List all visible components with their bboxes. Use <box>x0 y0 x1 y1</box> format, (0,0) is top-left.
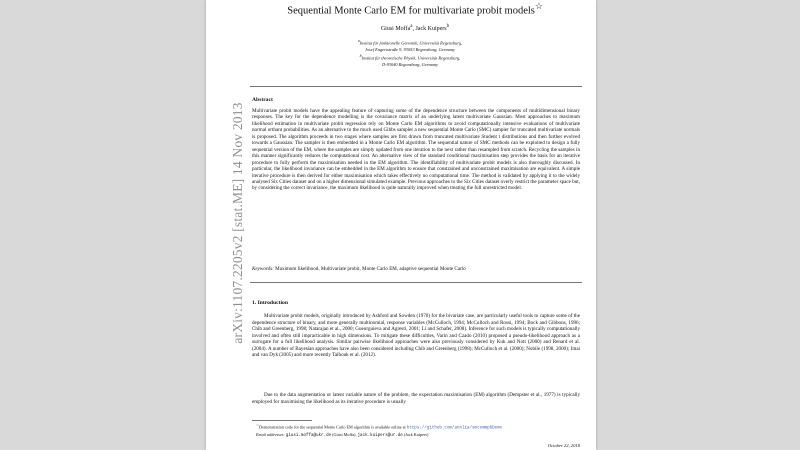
paper-title-text: Sequential Monte Carlo EM for multivariate probit models <box>287 5 535 17</box>
footnote-email-1[interactable]: giusi.moffa@ukr.de <box>285 433 332 438</box>
affiliation-a-line1: Institut für funktionelle Genomik, Universität Regensburg, <box>359 40 463 46</box>
footnote-email-2[interactable]: jack.kuipers@ur.de <box>357 433 403 438</box>
abstract-heading: Abstract <box>252 97 273 103</box>
author-1: Giusi Moffa <box>380 26 411 32</box>
keywords <box>252 266 580 272</box>
arxiv-identifier-stamp <box>228 88 248 358</box>
footnote-rule <box>252 420 312 421</box>
paper-authors <box>250 24 580 32</box>
title-footnote-mark: ☆ <box>534 1 543 11</box>
affiliation-b-line1: Institut für theoretische Physik, Universität Regensburg, <box>361 55 461 61</box>
section-heading-introduction: 1. Introduction <box>252 300 288 306</box>
affiliation-b-mark: b <box>359 53 362 58</box>
footnote-email-1-name: (Giusi Moffa), <box>332 431 357 437</box>
affiliations <box>300 38 520 68</box>
keywords-label: Keywords: <box>252 266 274 272</box>
author-separator: , <box>412 26 416 32</box>
preprint-date: October 22, 2018 <box>547 443 580 448</box>
footnote-url-link[interactable]: https://github.com/annlia/smcemmpbDemo <box>406 426 503 431</box>
footnote-mark: ☆ <box>256 423 260 427</box>
abstract-text: Multivariate probit models have the appealing feature of capturing some of the dependence structure between the components of multidimensional binary responses. The key for the dependence modelling is the covariance matrix of an underlying latent multivariate Gaussian. Most approaches to maximum likelihood estimation in multivariate probit regression rely on Monte Carlo EM algorithms to avoid computationally intensive evaluations of multivariate normal orthant probabilities. As an alternative to the much used Gibbs sampler a new sequential Monte Carlo (SMC) sampler for truncated multivariate normals is proposed. The algorithm proceeds in two stages where samples are first drawn from truncated multivariate Student t distributions and then further evolved towards a Gaussian. The sampler is then embedded in a Monte Carlo EM algorithm. The sequential nature of SMC methods can be exploited to design a fully sequential version of the EM, where the samples are simply updated from one iteration to the next rather than resampled from scratch. Recycling the samples in this manner significantly reduces the computational cost. An alternative view of the standard conditional maximisation step provides the basis for an iterative procedure to fully perform the maximisation needed in the EM algorithm. The identifiability of multivariate probit models is also thoroughly discussed. In particular, the likelihood invariance can be embedded in the EM algorithm to ensure that constrained and unconstrained maximisation are equivalent. A simple iterative procedure is then derived for either maximisation which takes effectively no computational time. The method is validated by applying it to the widely analysed Six Cities dataset and on a higher dimensional simulated example. Previous approaches to the Six Cities dataset overly restrict the parameter space but, by considering the correct invariance, the maximum likelihood is quite naturally improved when treating the full unrestricted model. <box>252 108 580 192</box>
footnote-email-label: Email addresses: <box>256 431 285 437</box>
keywords-list: Maximum likelihood, Multivariate probit, Monte Carlo EM, adaptive sequential Monte Carlo <box>275 266 466 272</box>
affiliation-a-line2: Josef Engertstraße 9, 93053 Regensburg, Germany <box>365 46 455 52</box>
affiliation-a <box>300 38 520 47</box>
footnote-text: Demonstration code for the sequential Monte Carlo EM algorithm is available online at <box>259 424 406 430</box>
affiliation-b <box>300 53 520 62</box>
footnote-email-2-name: (Jack Kuipers) <box>403 431 429 437</box>
footnote-email-line <box>256 432 580 439</box>
footnote <box>256 423 580 439</box>
abstract-top-rule <box>250 86 582 87</box>
abstract-bottom-rule <box>250 282 582 283</box>
affiliation-a-mark: a <box>357 39 360 43</box>
intro-paragraph-1: Multivariate probit models, originally introduced by Ashford and Sowden (1970) for the bivariate case, are particularly useful tools to capture some of the dependence structure of binary, and more generally multinomial, response variables (McCulloch, 1994; McCulloch and Rossi, 1994; Bock and Gibbons, 1996; Chib and Greenberg, 1998; Natarajan et al., 2000; Gueorguieva and Agresti, 2001; Li and Schafer, 2008). Inference for such models is typically computationally involved and often still impracticable in high dimensions. To mitigate these difficulties, Varin and Czado (2010) proposed a pseudo-likelihood approach as a surrogate for a full likelihood analysis. Similar pairwise likelihood approaches were also previously considered by Kuk and Nott (2000) and Renard et al. (2004). A number of Bayesian approaches have also been considered including Chib and Greenberg (1998); McCulloch et al. (2000); Nobile (1998, 2000); Imai and van Dyk (2005) and more recently Talhouk et al. (2012). <box>252 313 580 358</box>
author-2-mark: b <box>446 24 450 29</box>
footnote-code-line <box>256 423 580 432</box>
affiliation-b-line2: D-93040 Regensburg, Germany <box>381 61 439 67</box>
arxiv-identifier-text: arXiv:1107.2205v2 [stat.ME] 14 Nov 2013 <box>230 102 245 344</box>
paper-title <box>250 0 580 18</box>
author-2: Jack Kuipers <box>415 26 447 32</box>
intro-paragraph-2: Due to the data augmentation or latent variable nature of the problem, the expectation maximisation (EM) algorithm (Dempster et al., 1977) is typically employed for maximising the likelihood as its iterative procedure is usually <box>252 392 580 405</box>
author-1-mark: a <box>410 24 413 29</box>
